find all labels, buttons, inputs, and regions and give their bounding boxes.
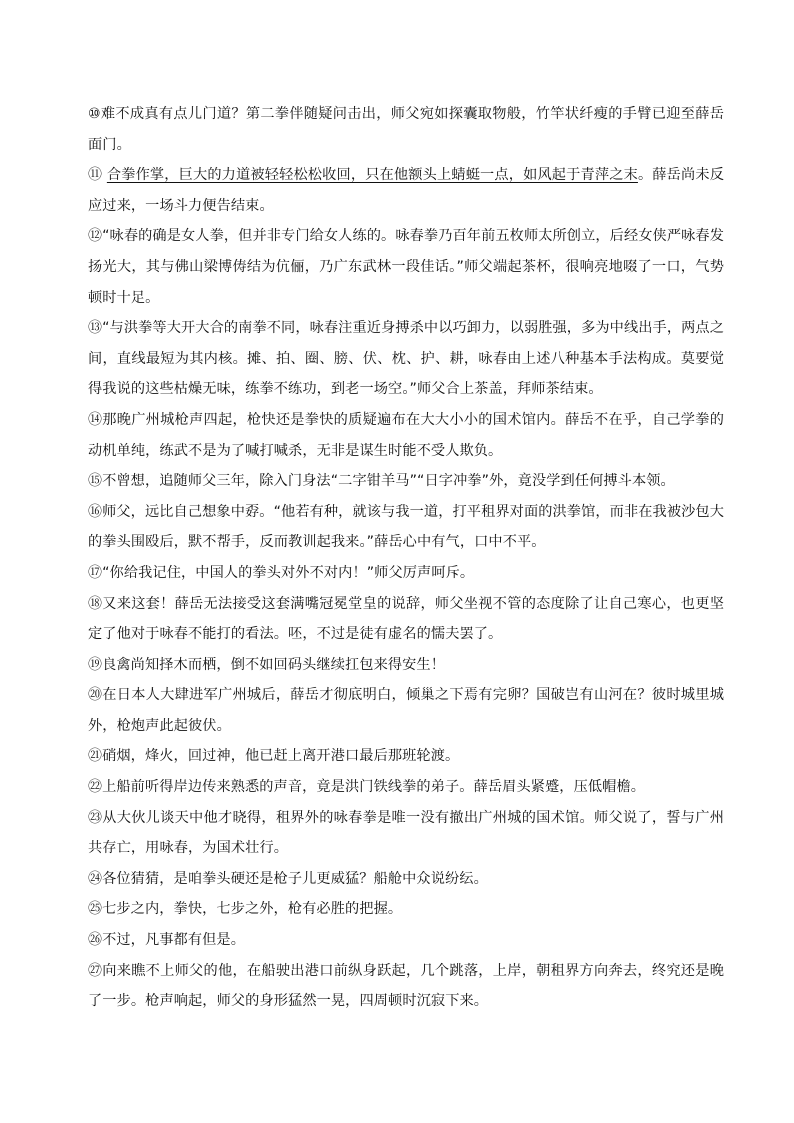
paragraph-15 [88,466,724,497]
paragraph-text: 从大伙儿谈天中他才晓得，租界外的咏春拳是唯一没有撤出广州城的国术馆。师父说了，誓与广州共存亡，用咏春，为国术壮行。 [88,809,724,857]
paragraph-text: 在日本人大肆进军广州城后，薛岳才彻底明白，倾巢之下焉有完卵？国破岂有山河在？彼时城里城外，枪炮声此起彼伏。 [88,687,724,734]
paragraph-27 [88,956,724,1017]
paragraph-13 [88,313,724,405]
paragraph-number: ㉑ [88,748,103,765]
paragraph-text: 。薛岳尚未反应过来，一场斗力便告结束。 [88,167,724,214]
paragraph-number: ㉕ [88,901,103,918]
paragraph-14 [88,405,724,466]
paragraph-number: ⑭ [88,411,103,428]
paragraph-text: 又来这套！薛岳无法接受这套满嘴冠冕堂皇的说辞，师父坐视不管的态度除了让自己寒心，也更坚定了他对于咏春不能打的看法。呸，不过是徒有虚名的懦夫罢了。 [88,595,724,643]
paragraph-17 [88,558,724,589]
paragraph-21 [88,741,724,772]
paragraph-12 [88,221,724,313]
paragraph-text: 良禽尚知择木而栖，倒不如回码头继续扛包来得安生！ [102,656,446,673]
paragraph-16 [88,497,724,558]
paragraph-number: ⑯ [88,503,103,520]
paragraph-text: 各位猜猜，是咱拳头硬还是枪子儿更威猛？船舱中众说纷纭。 [102,870,488,887]
paragraph-text: 师父，远比自己想象中孬。“他若有种，就该与我一道，打平租界对面的洪拳馆，而非在我被沙包大的拳头围殴后，默不帮手，反而教训起我来。”薛岳心中有气，口中不平。 [88,503,724,551]
paragraph-text: 不曾想，追随师父三年，除入门身法“二字钳羊马”“日字冲拳”外，竟没学到任何搏斗本领。 [102,473,675,490]
paragraph-23 [88,803,724,864]
paragraph-number: ㉔ [88,870,103,887]
paragraph-text: “与洪拳等大开大合的南拳不同，咏春注重近身搏杀中以巧卸力，以弱胜强，多为中线出手，两点之间，直线最短为其内核。摊、拍、圈、膀、伏、枕、护、耕，咏春由上述八种基本手法构成。莫要觉得我说的这些枯燥无味，练拳不练功，到老一场空。”师父合上茶盖，拜师茶结束。 [88,320,724,398]
paragraph-number: ㉒ [88,779,103,796]
paragraph-number: ⑫ [88,228,103,245]
paragraph-number: ⑩ [88,106,101,122]
paragraph-20 [88,680,724,741]
paragraph-text: 上船前听得岸边传来熟悉的声音，竟是洪门铁线拳的弟子。薛岳眉头紧蹙，压低帽檐。 [102,779,646,796]
paragraph-text: “你给我记住，中国人的拳头对外不对内！”师父厉声呵斥。 [102,564,475,581]
paragraph-19 [88,650,724,681]
paragraph-text: 七步之内，拳快，七步之外，枪有必胜的把握。 [102,901,403,918]
paragraph-number: ㉓ [88,809,103,826]
paragraph-number: ㉗ [88,962,103,979]
paragraph-text: 向来瞧不上师父的他，在船驶出港口前纵身跃起，几个跳落，上岸，朝租界方向奔去，终究还是晚了一步。枪声响起，师父的身形猛然一晃，四周顿时沉寂下来。 [88,962,724,1010]
paragraph-number: ⑪ [88,167,103,184]
paragraph-number: ⑲ [88,656,103,673]
paragraph-text: 难不成真有点儿门道？第二拳伴随疑问击出，师父宛如探囊取物般，竹竿状纤瘦的手臂已迎至薛岳面门。 [88,106,724,153]
paragraph-text: 那晚广州城枪声四起，枪快还是拳快的质疑遍布在大大小小的国术馆内。薛岳不在乎，自己学拳的动机单纯，练武不是为了喊打喊杀，无非是谋生时能不受人欺负。 [88,411,724,459]
paragraph-number: ⑰ [88,564,103,581]
paragraph-18 [88,589,724,650]
paragraph-26 [88,925,724,956]
paragraph-text: “咏春的确是女人拳，但并非专门给女人练的。咏春拳乃百年前五枚师太所创立，后经女侠严咏春发扬光大，其与佛山梁博俦结为伉俪，乃广东武林一段佳话。”师父端起茶杯，很响亮地啜了一口，气势顿时十足。 [88,228,724,306]
paragraph-11 [88,160,724,221]
paragraph-number: ㉖ [88,932,103,949]
paragraph-number: ⑳ [88,687,103,704]
underlined-sentence: 合拳作掌，巨大的力道被轻轻松松收回，只在他额头上蜻蜓一点，如风起于青萍之末 [106,167,638,184]
paragraph-number: ⑮ [88,473,103,490]
paragraph-text: 硝烟，烽火，回过神，他已赶上离开港口最后那班轮渡。 [102,748,460,765]
paragraph-10 [88,99,724,160]
paragraph-number: ⑱ [88,595,103,612]
paragraph-number: ⑬ [88,320,103,337]
paragraph-24 [88,864,724,895]
paragraph-22 [88,772,724,803]
paragraph-25 [88,894,724,925]
paragraph-text: 不过，凡事都有但是。 [102,932,245,949]
